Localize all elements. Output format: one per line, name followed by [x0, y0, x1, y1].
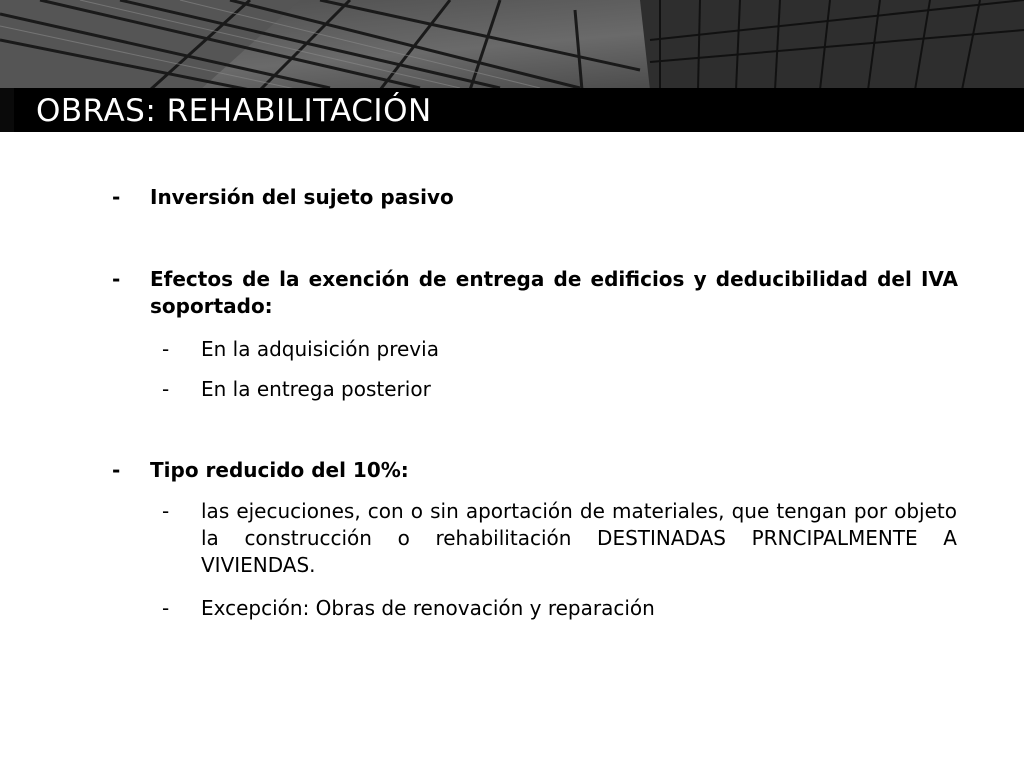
bullet-text: En la adquisición previa — [201, 337, 439, 361]
slide-title: OBRAS: REHABILITACIÓN — [36, 93, 432, 129]
bullet-dash: - — [112, 267, 121, 291]
bullet-text: Tipo reducido del 10%: — [150, 458, 409, 482]
bullet-dash: - — [162, 337, 170, 361]
bullet-text: Excepción: Obras de renovación y reparación — [201, 596, 655, 620]
bullet-dash: - — [162, 596, 170, 620]
bullet-text: las ejecuciones, con o sin aportación de materiales, que tengan por objeto la construcción o rehabilitación DESTINADAS PRNCIPALMENTE A VIVIENDAS. — [201, 499, 957, 577]
bullet-dash: - — [162, 499, 170, 523]
bullet-dash: - — [112, 185, 121, 209]
bullet-dash: - — [162, 377, 170, 401]
bullet-dash: - — [112, 458, 121, 482]
bullet-text: Inversión del sujeto pasivo — [150, 185, 454, 209]
bullet-text: En la entrega posterior — [201, 377, 431, 401]
bullet-text: Efectos de la exención de entrega de edificios y deducibilidad del IVA soportado: — [150, 267, 958, 318]
